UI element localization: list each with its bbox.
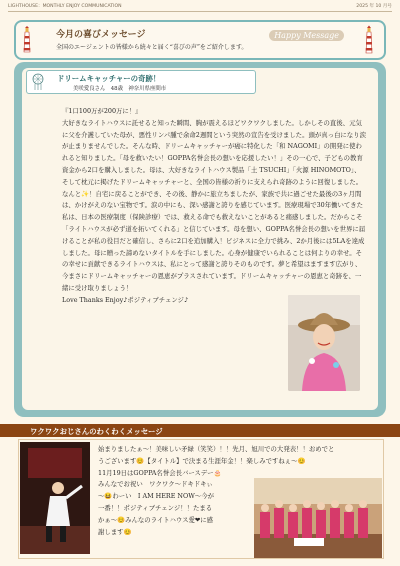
- story-body: [62, 106, 366, 307]
- story-paragraph: Love Thanks Enjoy♪ポジティブチェンジ♪: [62, 295, 189, 304]
- running-header: [8, 3, 392, 12]
- section-title: 今月の喜びメッセージ: [56, 30, 146, 40]
- story-paragraph: 『1口100万が200万に！』: [62, 107, 142, 115]
- author-photo: [288, 295, 360, 391]
- waku-line: うございます😊【タイトル】で決まる生涯年金！！楽しみですねぇ〜😊: [98, 456, 306, 465]
- header-box: [14, 20, 386, 60]
- waku-line: 11月19日はGOPPA名誉会長バースデー🎂: [98, 468, 222, 477]
- running-header-right: 2025 年 10 月号: [356, 4, 392, 9]
- story-paragraph: 大好きなライトハウスに託せると知った瞬間、胸が震えるほどワクワクしました。しかしその直後、元気に父を介護していた母が、悪性リンパ腫で余命2週間という突然の宣告を受けました。頭が真っ白になり涙が止まりませんでした。そんな時、ドリームキャッチャーが癌に特化した「和 NAGOMI」の開発に使われると知りました。「母を救いたい！GOPPA名誉会長の想いを応援したい！」その一心で、子どもの教育資金から2口を購入しました。母は、大好きなライトハウス製品「土 TSUCHI」「火源 HINOMOTO」、そして枕元に掲げたドリームキャッチャーと、全国の皆様の祈りに支えられ奇跡のように回復しました。なんと✨！自宅に戻ることができ、その後、静かに旅立ちましたが、家族で共に過ごせた最後の3ヶ月間は、かけがえのない宝物です。涙の中にも、深い感謝と誇りを感じています。医療現場で30年働いてきた私は、日本の医療制度（保険診療）では、救える命でも救えないことがあると痛感しました。だからこそ「ライトハウスが必ず道を拓いてくれる」と信じています。母を想い、GOPPA名誉会長の想いを世界に届けることが私の役目だと確信し、さらに2口を追加購入！ビジネスに全力で挑み、2か月後には5LAを達成しました。母に贈った諦めないタイトルを手にしました。心身が健康でいられることは何よりの幸せ。その幸せに貢献できるライトハウスは、私にとって感謝と誇りそのものです。夢と希望はますます広がり、今まさにドリームキャッチャーの恩恵がプラスされています。ドリームキャッチャーの恩恵と奇跡を、一緒に受け取りましょう！: [62, 118, 366, 292]
- story-heading: [26, 70, 256, 94]
- happy-message-badge: Happy Message: [269, 30, 344, 41]
- story-title: ドリームキャッチャーの奇跡！: [57, 74, 161, 83]
- waku-line: かぁ〜😊みんなのライトハウス愛❤に感: [98, 515, 214, 524]
- story-author: 美咲愛良さん 48歳 神奈川県座間市: [73, 86, 167, 92]
- waku-line: 〜😆わーい I AM HERE NOW〜今が: [98, 492, 214, 501]
- stage-performer-photo: [20, 442, 90, 554]
- lighthouse-icon: [22, 26, 32, 54]
- group-photo: [254, 478, 382, 558]
- waku-line: 謝します😊: [98, 527, 132, 536]
- waku-line: 一番！！ポジティブチェンジ！！たまる: [98, 503, 213, 512]
- waku-line: みんなでお祝い ワクワク〜ドキドキぃ: [98, 480, 213, 489]
- running-header-left: LIGHTHOUSE：MONTHLY ENJOY COMMUNICATION: [8, 4, 122, 9]
- dreamcatcher-icon: [31, 73, 45, 91]
- section-subtitle: 全国のエージェントの皆様から続々と届く“喜びの声”をご紹介します。: [56, 44, 248, 51]
- waku-section-title: ワクワクおじさんのわくわくメッセージ: [30, 427, 163, 436]
- lighthouse-icon: [364, 25, 374, 55]
- waku-line: 始まりましたぁ〜！美味しい矛緑（笑笑）！！先月、旭川での大発表！！おめでと: [98, 445, 335, 453]
